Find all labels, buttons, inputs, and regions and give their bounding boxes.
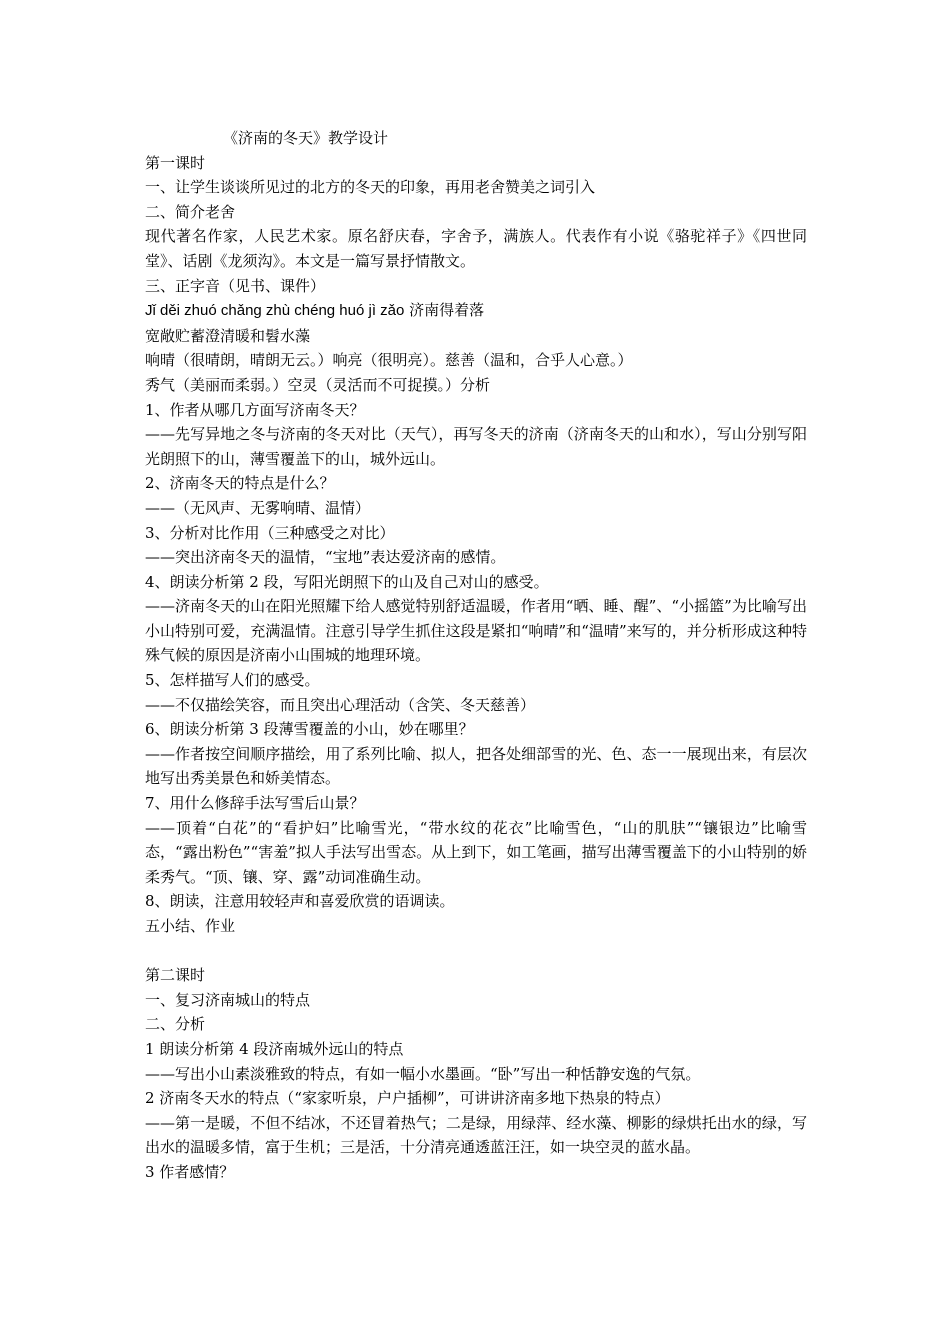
lesson1-item5: 五小结、作业	[145, 917, 236, 935]
lesson1-words: 宽敞贮蓄澄清暖和髫水藻	[145, 326, 311, 345]
lesson1-a5: ——不仅描绘笑容，而且突出心理活动（含笑、冬天慈善）	[145, 695, 536, 714]
lesson1-item2: 二、简介老舍	[145, 202, 236, 221]
lesson1-def1: 响晴（很晴朗，晴朗无云。）响亮（很明亮）。慈善（温和，合乎人心意。）	[145, 351, 633, 370]
lesson2-a1: ——写出小山素淡雅致的特点，有如一幅小水墨画。“卧”写出一种恬静安逸的气氛。	[145, 1064, 701, 1083]
lesson2-q2: 2 济南冬天水的特点（“家家听泉，户户插柳”，可讲讲济南多地下热泉的特点）	[145, 1089, 670, 1108]
pinyin-text: Jǐ děi zhuó chǎng zhù chéng huó jì zǎo	[145, 302, 405, 320]
lesson1-q2: 2、济南冬天的特点是什么？	[145, 474, 335, 493]
lesson1-q8: 8、朗读，注意用较轻声和喜爱欣赏的语调读。	[145, 892, 455, 911]
lesson1-a1: ——先写异地之冬与济南的冬天对比（天气），再写冬天的济南（济南冬天的山和水），写山分别写阳光朗照下的山，薄雪覆盖下的山，城外远山。	[145, 425, 807, 468]
lesson1-q6: 6、朗读分析第 3 段薄雪覆盖的小山，妙在哪里？	[145, 720, 474, 739]
lesson1-q7: 7、用什么修辞手法写雪后山景？	[145, 794, 365, 813]
lesson1-pinyin-line	[145, 298, 807, 324]
lesson1-a2: ——（无风声、无雾响晴、温情）	[145, 498, 371, 517]
lesson2-item1: 一、复习济南城山的特点	[145, 990, 311, 1009]
lesson1-a6: ——作者按空间顺序描绘，用了系列比喻、拟人，把各处细部雪的光、色、态一一展现出来，有层次地写出秀美景色和娇美情态。	[145, 744, 807, 788]
lesson1-def2: 秀气（美丽而柔弱。）空灵（灵活而不可捉摸。）分析	[145, 375, 491, 394]
lesson1-q1: 1、作者从哪几方面写济南冬天？	[145, 400, 365, 419]
lesson2-q3: 3 作者感情？	[145, 1162, 235, 1181]
lesson2-q1: 1 朗读分析第 4 段济南城外远山的特点	[145, 1039, 404, 1058]
lesson1-a4: ——济南冬天的山在阳光照耀下给人感觉特别舒适温暖，作者用“晒、睡、醒”、“小摇篮”为比喻写出小山特别可爱，充满温情。注意引导学生抓住这段是紧扣“响晴”和“温晴”来写的，并分析形成这种特殊气候的原因是济南小山围城的地理环境。	[145, 597, 807, 665]
lesson1-q5: 5、怎样描写人们的感受。	[145, 671, 320, 690]
lesson1-q3: 3、分析对比作用（三种感受之对比）	[145, 523, 395, 542]
section-spacer	[145, 939, 807, 964]
document-body	[145, 126, 807, 1185]
document-title: 《济南的冬天》教学设计	[223, 129, 389, 147]
pinyin-chars: 济南得着落	[409, 301, 485, 320]
lesson1-a7: ——顶着“白花”的“看护妇”比喻雪光，“带水纹的花衣”比喻雪色，“山的肌肤”“镶银边”比喻雪态，“露出粉色”“害羞”拟人手法写出雪态。从上到下，如工笔画，描写出薄雪覆盖下的小山特别的娇柔秀气。“顶、镶、穿、露”动词准确生动。	[145, 818, 807, 886]
lesson1-q4: 4、朗读分析第 2 段，写阳光朗照下的山及自己对山的感受。	[145, 572, 549, 591]
lesson1-bio: 现代著名作家，人民艺术家。原名舒庆春，字舍予，满族人。代表作有小说《骆驼祥子》《四世同堂》、话剧《龙须沟》。本文是一篇写景抒情散文。	[145, 227, 807, 270]
lesson1-item3: 三、正字音（见书、课件）	[145, 276, 326, 295]
lesson1-heading: 第一课时	[145, 153, 206, 172]
lesson1-item1: 一、让学生谈谈所见过的北方的冬天的印象，再用老舍赞美之词引入	[145, 178, 596, 197]
lesson2-a2: ——第一是暖，不但不结冰，不还冒着热气；二是绿，用绿萍、经水藻、柳影的绿烘托出水的绿，写出水的温暖多情，富于生机；三是活，十分清亮通透蓝汪汪，如一块空灵的蓝水晶。	[145, 1113, 807, 1157]
lesson2-item2: 二、分析	[145, 1015, 206, 1034]
lesson2-heading: 第二课时	[145, 966, 206, 985]
lesson1-a3: ——突出济南冬天的温情，“宝地”表达爱济南的感情。	[145, 548, 506, 567]
